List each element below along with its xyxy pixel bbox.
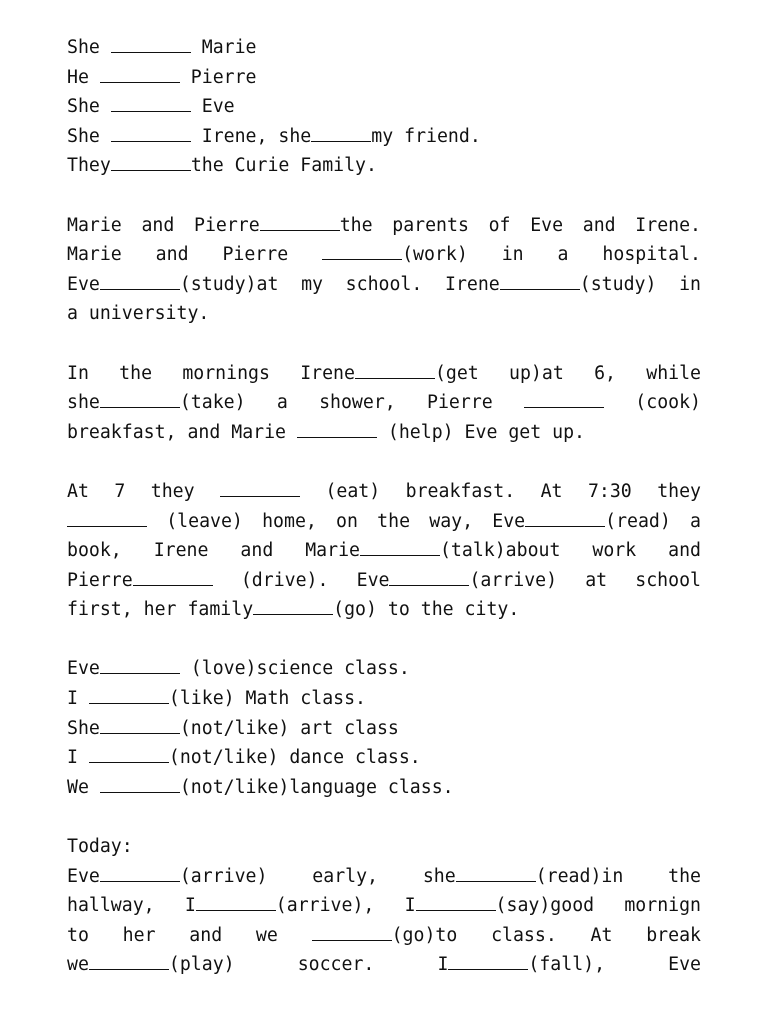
text: to her and we: [67, 924, 312, 946]
blank-line[interactable]: [133, 567, 213, 586]
sentence-line: [67, 63, 701, 93]
blank-line[interactable]: [100, 64, 180, 83]
text: Eve: [67, 865, 100, 887]
text: He: [67, 66, 100, 88]
text: (play) soccer. I: [168, 954, 449, 976]
blank-line[interactable]: [355, 360, 435, 379]
paragraph-line: [67, 921, 701, 951]
sentence-line: [67, 714, 701, 744]
text: She: [67, 96, 111, 118]
blank-line[interactable]: [260, 212, 340, 231]
text: Irene, she: [190, 125, 312, 147]
blank-line[interactable]: [360, 537, 440, 556]
text: (study) in: [579, 273, 701, 295]
text: (like) Math class.: [168, 688, 367, 710]
paragraph-line: [67, 418, 701, 448]
sentence-line: [67, 654, 701, 684]
text: a university.: [67, 303, 210, 325]
blank-line[interactable]: [111, 34, 191, 53]
text: (go)to class. At break: [391, 924, 701, 946]
text: (not/like)language class.: [179, 776, 454, 798]
blank-line[interactable]: [100, 863, 180, 882]
blank-line[interactable]: [100, 389, 180, 408]
text: we: [67, 954, 89, 976]
blank-line[interactable]: [322, 241, 402, 260]
text: the parents of Eve and Irene.: [339, 214, 701, 236]
text: (love)science class.: [179, 658, 410, 680]
text: (take) a shower, Pierre: [179, 392, 525, 414]
blank-line[interactable]: [100, 715, 180, 734]
text: the Curie Family.: [190, 155, 377, 177]
sentence-line: [67, 151, 701, 181]
text: We: [67, 776, 100, 798]
blank-line[interactable]: [416, 892, 496, 911]
text: (arrive), I: [275, 895, 416, 917]
text: She: [67, 717, 100, 739]
sentence-line: [67, 773, 701, 803]
text: first, her family: [67, 599, 254, 621]
section-heading: Today:: [67, 836, 133, 858]
blank-line[interactable]: [111, 93, 191, 112]
blank-line[interactable]: [448, 951, 528, 970]
paragraph-line: [67, 891, 701, 921]
text: (get up)at 6, while: [434, 362, 701, 384]
paragraph-line: [67, 595, 701, 625]
paragraph-line: [67, 950, 701, 980]
blank-line[interactable]: [100, 774, 180, 793]
blank-line[interactable]: [500, 271, 580, 290]
blank-line[interactable]: [89, 685, 169, 704]
paragraph-line: [67, 862, 701, 892]
paragraph-line: [67, 270, 701, 300]
paragraph-line: [67, 477, 701, 507]
text: In the mornings Irene: [67, 362, 355, 384]
text: (not/like) art class: [179, 717, 399, 739]
worksheet: [67, 33, 701, 980]
paragraph-line: [67, 211, 701, 241]
blank-line[interactable]: [100, 655, 180, 674]
text: (leave) home, on the way, Eve: [147, 510, 526, 532]
paragraph-line: [67, 566, 701, 596]
text: Marie: [190, 37, 257, 58]
paragraph-line: [67, 536, 701, 566]
text: (read) a: [605, 510, 701, 532]
text: (arrive) at school: [469, 569, 701, 591]
sentence-line: [67, 33, 701, 63]
blank-line[interactable]: [253, 596, 333, 615]
paragraph-line: [67, 240, 701, 270]
text: Eve: [190, 96, 235, 118]
text: (read)in the: [535, 865, 701, 887]
blank-line[interactable]: [389, 567, 469, 586]
blank-line[interactable]: [525, 508, 605, 527]
text: (say)good mornign: [495, 895, 701, 917]
sentence-line: [67, 122, 701, 152]
blank-line[interactable]: [111, 123, 191, 142]
text: (fall), Eve: [528, 954, 701, 976]
text: I: [67, 688, 89, 710]
text: book, Irene and Marie: [67, 540, 360, 562]
blank-line[interactable]: [524, 389, 604, 408]
text: Marie and Pierre: [67, 244, 323, 266]
text: (eat) breakfast. At 7:30 they: [300, 480, 701, 502]
text: Eve: [67, 658, 100, 680]
text: (drive). Eve: [212, 569, 390, 591]
blank-line[interactable]: [196, 892, 276, 911]
text: They: [67, 155, 111, 177]
blank-line[interactable]: [311, 123, 371, 142]
text: She: [67, 37, 111, 58]
blank-line[interactable]: [100, 271, 180, 290]
text: She: [67, 125, 111, 147]
paragraph-line: [67, 299, 701, 329]
text: Eve: [67, 273, 100, 295]
blank-line[interactable]: [111, 152, 191, 171]
text: my friend.: [371, 125, 481, 147]
paragraph-line: [67, 359, 701, 389]
text: (cook): [604, 392, 702, 414]
text: Pierre: [179, 66, 257, 88]
text: (not/like) dance class.: [168, 747, 421, 769]
blank-line[interactable]: [89, 744, 169, 763]
blank-line[interactable]: [297, 419, 377, 438]
text: Marie and Pierre: [67, 214, 260, 236]
paragraph-line: [67, 507, 701, 537]
text: Pierre: [67, 569, 133, 591]
blank-line[interactable]: [312, 922, 392, 941]
text: (talk)about work and: [439, 540, 701, 562]
text: (help) Eve get up.: [376, 421, 585, 443]
blank-line[interactable]: [89, 951, 169, 970]
blank-line[interactable]: [67, 508, 147, 527]
text: she: [67, 392, 100, 414]
text: (work) in a hospital.: [402, 244, 701, 266]
sentence-line: [67, 743, 701, 773]
text: breakfast, and Marie: [67, 421, 297, 443]
text: I: [67, 747, 89, 769]
blank-line[interactable]: [220, 478, 300, 497]
text: At 7 they: [67, 480, 220, 502]
text: (arrive) early, she: [179, 865, 456, 887]
text: (go) to the city.: [333, 599, 520, 621]
text: (study)at my school. Irene: [179, 273, 500, 295]
paragraph-line: [67, 388, 701, 418]
sentence-line: [67, 684, 701, 714]
text: hallway, I: [67, 895, 196, 917]
blank-line[interactable]: [456, 863, 536, 882]
sentence-line: [67, 92, 701, 122]
